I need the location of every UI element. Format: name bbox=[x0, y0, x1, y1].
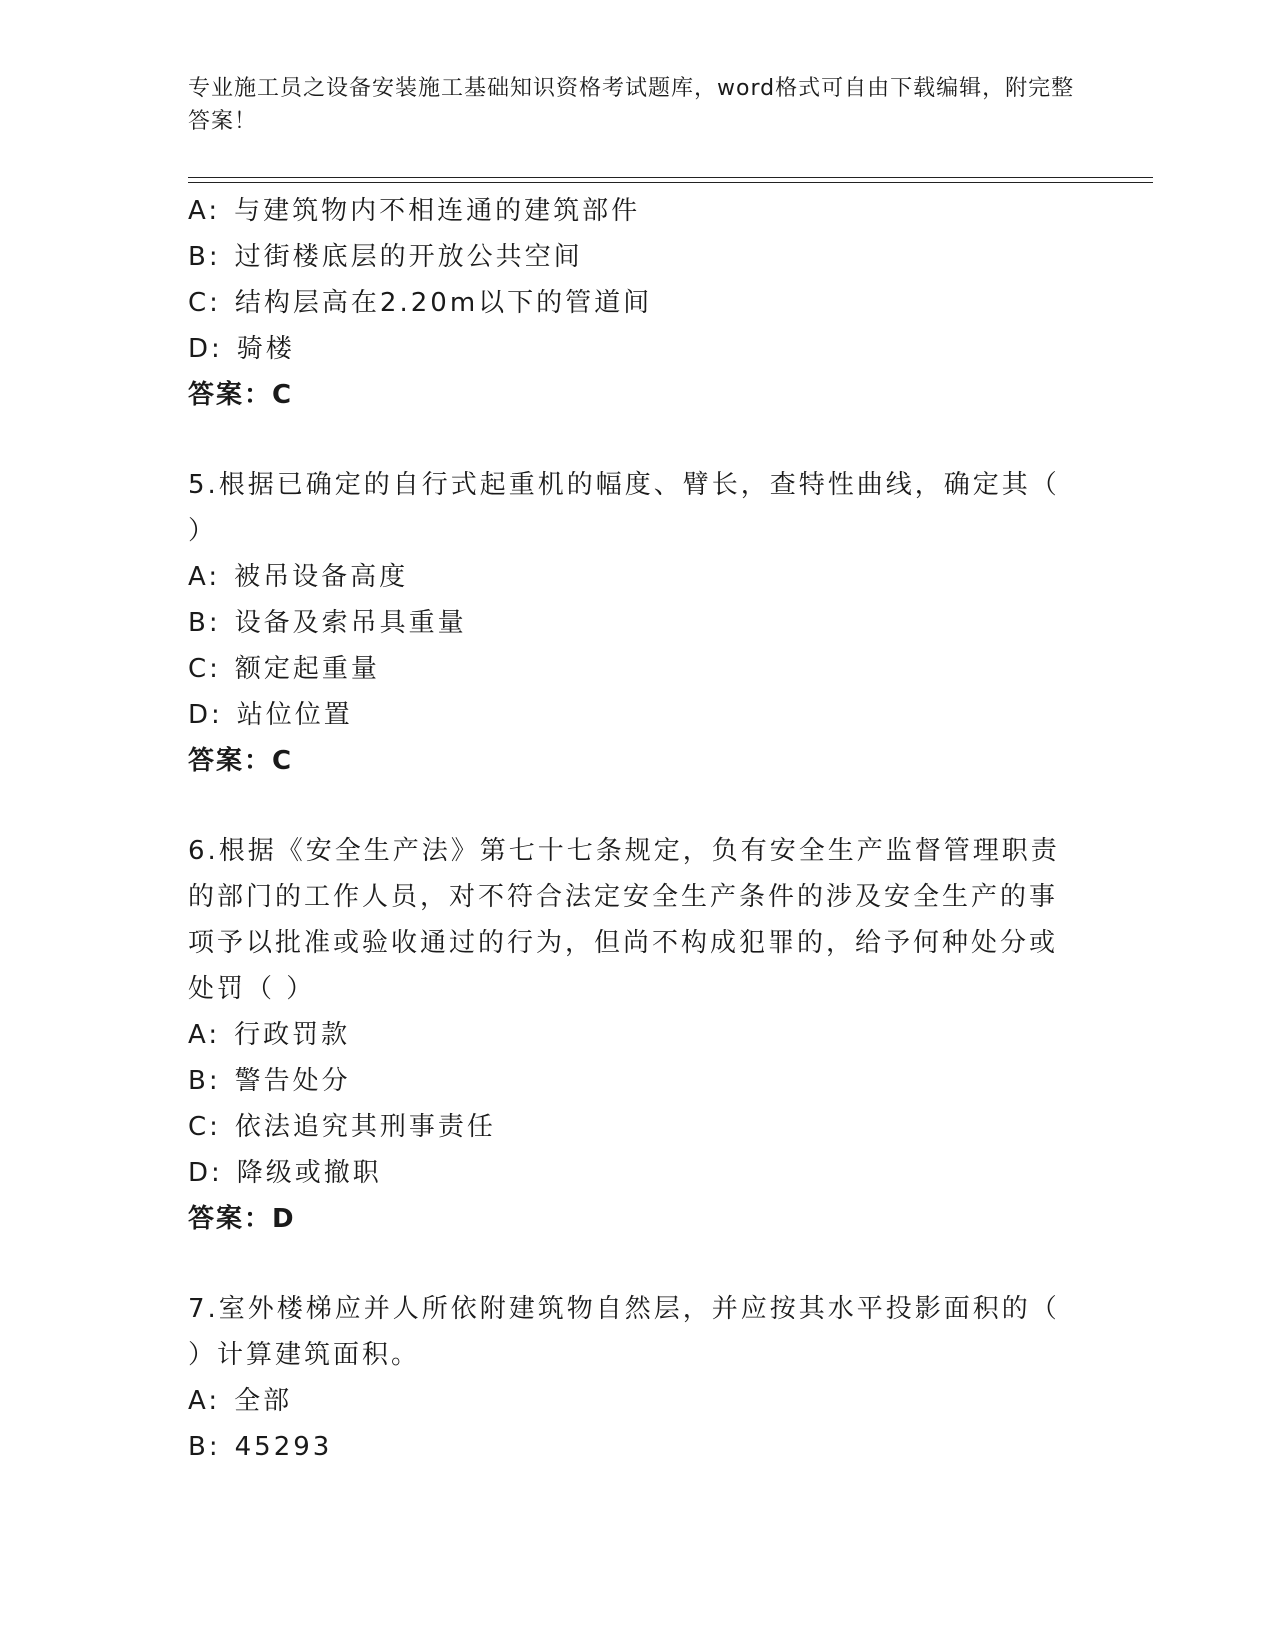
option-label: C: bbox=[188, 1112, 221, 1142]
option-c bbox=[188, 280, 1068, 326]
option-text: 过街楼底层的开放公共空间 bbox=[234, 242, 583, 272]
option-label: A: bbox=[188, 196, 221, 226]
option-text: 骑楼 bbox=[236, 334, 295, 364]
option-text: 降级或撤职 bbox=[236, 1158, 382, 1188]
option-c bbox=[188, 646, 1068, 692]
option-label: B: bbox=[188, 1432, 221, 1462]
option-a bbox=[188, 1378, 1068, 1424]
question-4 bbox=[188, 188, 1068, 418]
option-d bbox=[188, 692, 1068, 738]
option-label: C: bbox=[188, 654, 221, 684]
option-c bbox=[188, 1104, 1068, 1150]
option-text: 行政罚款 bbox=[234, 1020, 351, 1050]
answer-line: 答案：C bbox=[188, 746, 294, 776]
answer-line: 答案：D bbox=[188, 1204, 296, 1234]
option-text: 设备及索吊具重量 bbox=[234, 608, 467, 638]
spacer bbox=[188, 1242, 1068, 1286]
option-d bbox=[188, 326, 1068, 372]
option-text: 额定起重量 bbox=[234, 654, 380, 684]
option-text: 全部 bbox=[234, 1386, 293, 1416]
document-header: 专业施工员之设备安装施工基础知识资格考试题库，word格式可自由下载编辑，附完整答案！ bbox=[188, 76, 1075, 134]
question-5 bbox=[188, 462, 1068, 784]
option-label: A: bbox=[188, 1020, 221, 1050]
option-label: A: bbox=[188, 562, 221, 592]
option-label: D: bbox=[188, 1158, 223, 1188]
option-text: 站位位置 bbox=[236, 700, 353, 730]
question-text: 7.室外楼梯应并人所依附建筑物自然层，并应按其水平投影面积的（ ）计算建筑面积。 bbox=[188, 1294, 1060, 1370]
question-text: 6.根据《安全生产法》第七十七条规定，负有安全生产监督管理职责的部门的工作人员，对不符合法定安全生产条件的涉及安全生产的事项予以批准或验收通过的行为，但尚不构成犯罪的，给予何种处分或处罚（ ） bbox=[188, 836, 1060, 1004]
option-a bbox=[188, 554, 1068, 600]
option-a bbox=[188, 1012, 1068, 1058]
option-text: 依法追究其刑事责任 bbox=[234, 1112, 496, 1142]
question-7 bbox=[188, 1286, 1068, 1470]
option-d bbox=[188, 1150, 1068, 1196]
header-divider-top bbox=[188, 177, 1153, 178]
question-text: 5.根据已确定的自行式起重机的幅度、臂长，查特性曲线，确定其（ ） bbox=[188, 470, 1060, 546]
spacer bbox=[188, 784, 1068, 828]
header-divider-bottom bbox=[188, 182, 1153, 183]
option-a bbox=[188, 188, 1068, 234]
option-text: 结构层高在2.20m以下的管道间 bbox=[234, 288, 653, 318]
option-label: B: bbox=[188, 608, 221, 638]
option-b bbox=[188, 600, 1068, 646]
question-6 bbox=[188, 828, 1068, 1242]
option-label: B: bbox=[188, 1066, 221, 1096]
spacer bbox=[188, 418, 1068, 462]
option-text: 与建筑物内不相连通的建筑部件 bbox=[234, 196, 641, 226]
option-text: 45293 bbox=[234, 1432, 333, 1462]
option-label: D: bbox=[188, 334, 223, 364]
option-text: 被吊设备高度 bbox=[234, 562, 409, 592]
option-b bbox=[188, 1058, 1068, 1104]
option-label: C: bbox=[188, 288, 221, 318]
option-text: 警告处分 bbox=[234, 1066, 351, 1096]
option-label: D: bbox=[188, 700, 223, 730]
question-list bbox=[188, 188, 1068, 1470]
option-b bbox=[188, 234, 1068, 280]
answer-line: 答案：C bbox=[188, 380, 294, 410]
option-label: B: bbox=[188, 242, 221, 272]
option-label: A: bbox=[188, 1386, 221, 1416]
option-b bbox=[188, 1424, 1068, 1470]
